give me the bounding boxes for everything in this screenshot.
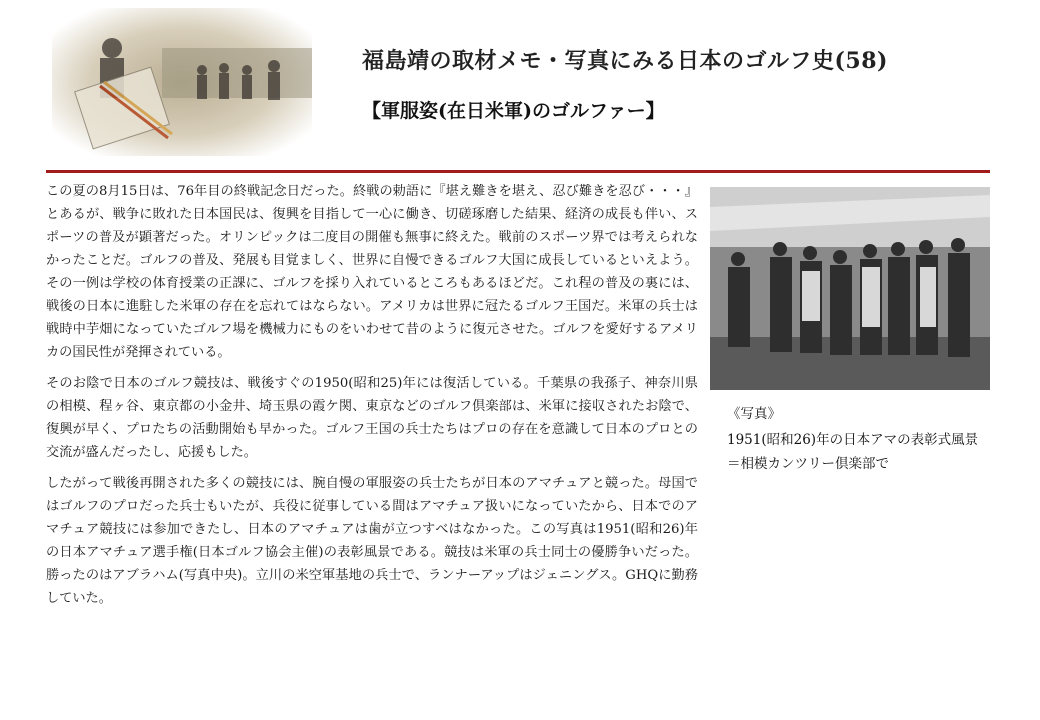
historical-photo — [710, 187, 990, 390]
page-subtitle: 【軍服姿(在日米軍)のゴルファー】 — [362, 100, 665, 122]
photo-caption-label: 《写真》 — [727, 406, 781, 422]
article-body — [46, 180, 698, 618]
article-paragraph: したがって戦後再開された多くの競技には、腕自慢の軍服姿の兵士たちが日本のアマチュアと競った。母国ではゴルフのプロだった兵士もいたが、兵役に従事している間はアマチュア扱いになっていたから、日本でのアマチュア競技には参加できたし、日本のアマチュアは歯が立つすべはなかった。この写真は1951(昭和26)年の日本アマチュア選手権(日本ゴルフ協会主催)の表彰風景である。競技は米軍の兵士同士の優勝争いだった。勝ったのはアブラハム(写真中央)。立川の米空軍基地の兵士で、ランナーアップはジェニングス。GHQに勤務していた。 — [46, 476, 698, 606]
photo-caption: 1951(昭和26)年の日本アマの表彰式風景＝相模カンツリー倶楽部で — [727, 432, 979, 472]
article-paragraph: そのお陰で日本のゴルフ競技は、戦後すぐの1950(昭和25)年には復活している。千葉県の我孫子、神奈川県の相模、程ヶ谷、東京都の小金井、埼玉県の霞ケ関、東京などのゴルフ倶楽部は、米軍に接収されたお陰で、復興が早く、プロたちの活動開始も早かった。ゴルフ王国の兵士たちはプロの存在を意識して日本のプロとの交流が盛んだったし、応援もした。 — [46, 376, 698, 460]
article-paragraph: この夏の8月15日は、76年目の終戦記念日だった。終戦の勅語に『堪え難きを堪え、忍び難きを忍び・・・』とあるが、戦争に敗れた日本国民は、復興を目指して一心に働き、切磋琢磨した結果、経済の成長も伴い、スポーツの普及が顕著だった。オリンピックは二度目の開催も無事に終えた。戦前のスポーツ界では考えられなかったことだ。ゴルフの普及、発展も目覚ましく、世界に自慢できるゴルフ大国に成長しているといえよう。その一例は学校の体育授業の正課に、ゴルフを採り入れているところもあるほどだ。これ程の普及の裏には、戦後の日本に進駐した米軍の存在を忘れてはならない。アメリカは世界に冠たるゴルフ王国だ。米軍の兵士は戦時中芋畑になっていたゴルフ場を機械力にものをいわせて昔のように復元させた。ゴルフを愛好するアメリカの国民性が発揮されている。 — [46, 184, 698, 360]
page-title: 福島靖の取材メモ・写真にみる日本のゴルフ史(58) — [362, 48, 888, 74]
header-vintage-image — [52, 8, 312, 156]
title-divider — [46, 170, 990, 173]
